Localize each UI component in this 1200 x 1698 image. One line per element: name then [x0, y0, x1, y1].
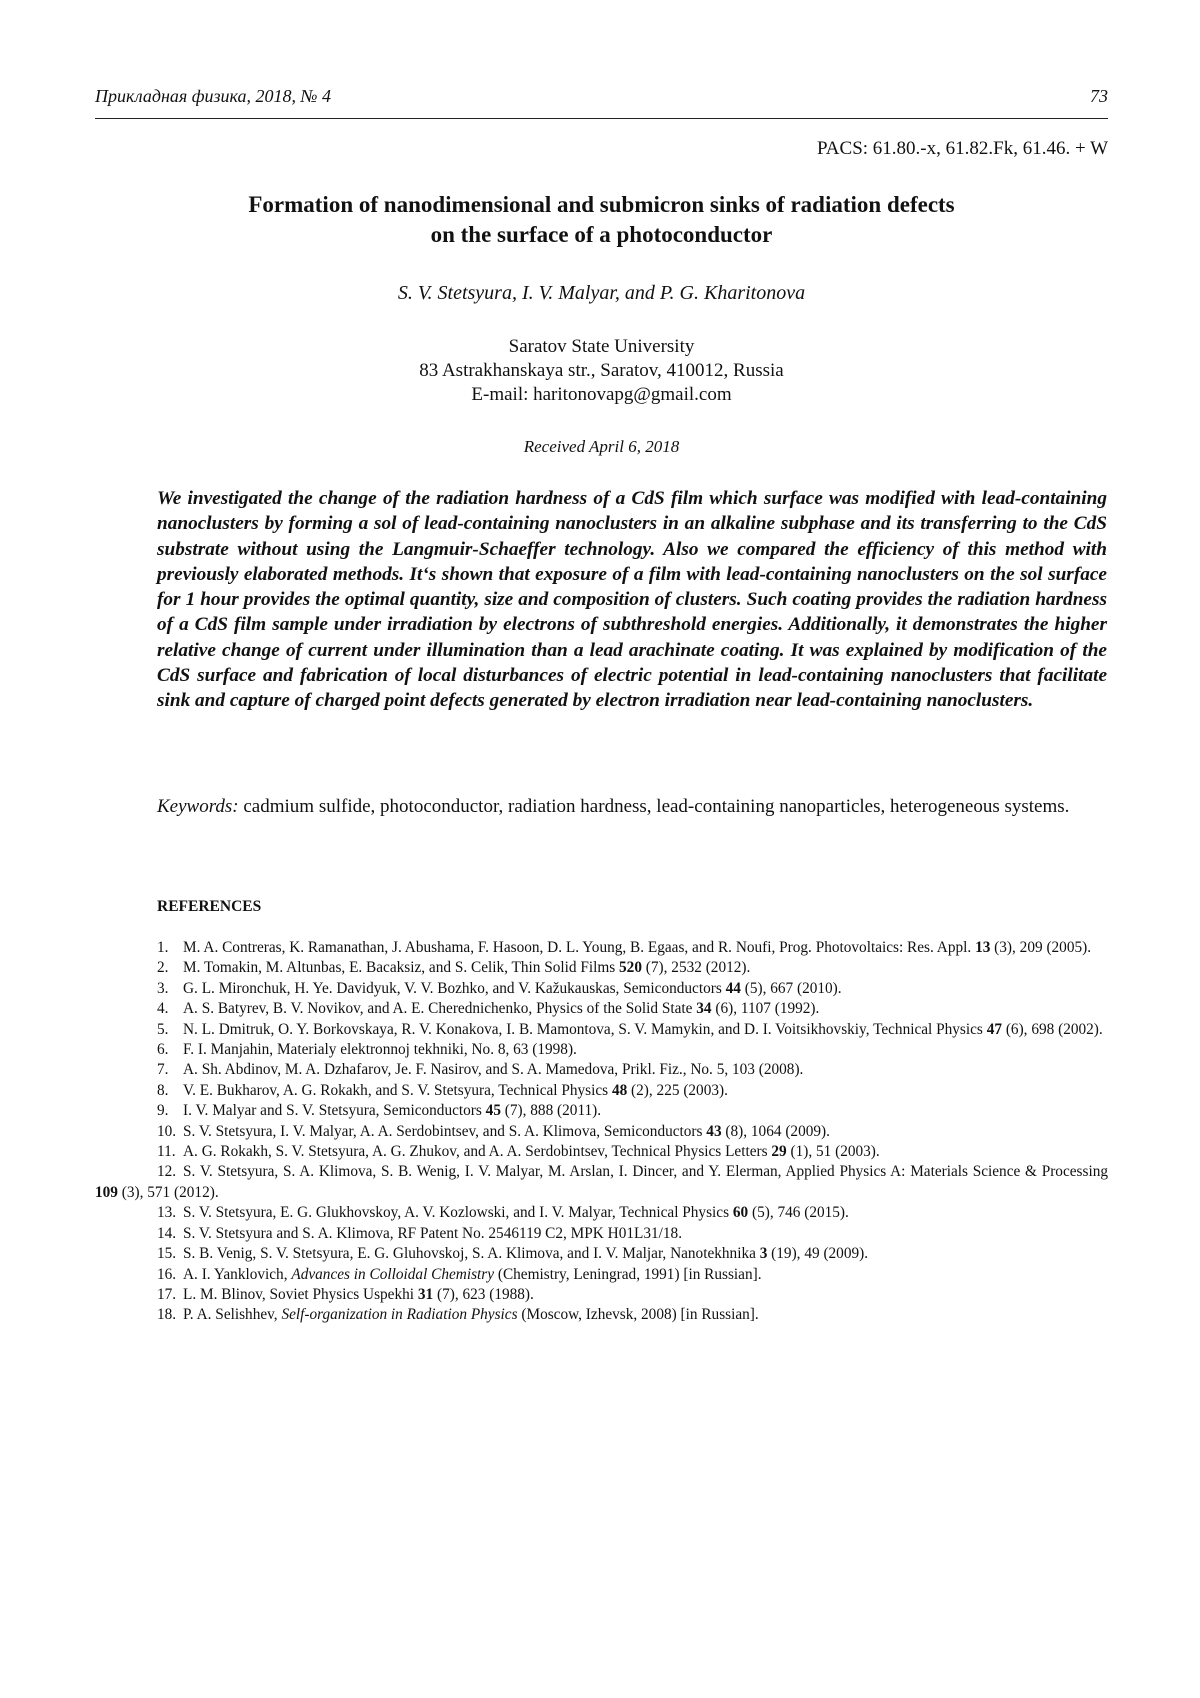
- reference-volume: 3: [760, 1245, 768, 1262]
- authors: S. V. Stetsyura, I. V. Malyar, and P. G. Kharitonova: [95, 282, 1108, 305]
- reference-text-end: (7), 623 (1988).: [433, 1286, 534, 1303]
- affiliation: [95, 335, 1108, 407]
- reference-number: 12.: [157, 1162, 183, 1182]
- keywords: [157, 794, 1107, 819]
- reference-item: [95, 1122, 1108, 1142]
- reference-number: 6.: [157, 1040, 183, 1060]
- affiliation-org: Saratov State University: [95, 335, 1108, 359]
- reference-number: 5.: [157, 1020, 183, 1040]
- reference-volume: 44: [726, 980, 741, 997]
- reference-item: [95, 1203, 1108, 1223]
- affiliation-address: 83 Astrakhanskaya str., Saratov, 410012, Russia: [95, 359, 1108, 383]
- reference-item: [95, 1081, 1108, 1101]
- reference-text-end: (Moscow, Izhevsk, 2008) [in Russian].: [518, 1306, 759, 1323]
- reference-text: S. B. Venig, S. V. Stetsyura, E. G. Gluhovskoj, S. A. Klimova, and I. V. Maljar, Nanotekhnika: [183, 1245, 760, 1262]
- reference-number: 16.: [157, 1265, 183, 1285]
- reference-item: [95, 1224, 1108, 1244]
- reference-text-end: (7), 2532 (2012).: [642, 959, 750, 976]
- reference-number: 2.: [157, 958, 183, 978]
- reference-text-end: (8), 1064 (2009).: [722, 1123, 830, 1140]
- reference-text: M. Tomakin, M. Altunbas, E. Bacaksiz, and S. Celik, Thin Solid Films: [183, 959, 619, 976]
- reference-item: [95, 1265, 1108, 1285]
- reference-text: V. E. Bukharov, A. G. Rokakh, and S. V. Stetsyura, Technical Physics: [183, 1082, 612, 1099]
- reference-volume: 520: [619, 959, 642, 976]
- header-rule: [95, 118, 1108, 119]
- keywords-label: Keywords:: [157, 796, 239, 817]
- reference-item: [95, 1020, 1108, 1040]
- reference-text: A. Sh. Abdinov, M. A. Dzhafarov, Je. F. Nasirov, and S. A. Mamedova, Prikl. Fiz., No. 5, 103 (2008).: [183, 1061, 803, 1078]
- reference-number: 1.: [157, 938, 183, 958]
- reference-text: S. V. Stetsyura, S. A. Klimova, S. B. Wenig, I. V. Malyar, M. Arslan, I. Dincer, and Y. Elerman, Applied Physics A: Materials Science & Processing: [183, 1163, 1108, 1180]
- references-heading: REFERENCES: [157, 898, 261, 916]
- reference-item: [95, 1244, 1108, 1264]
- reference-item: [95, 999, 1108, 1019]
- reference-number: 11.: [157, 1142, 183, 1162]
- reference-text: G. L. Mironchuk, H. Ye. Davidyuk, V. V. Bozhko, and V. Kažukauskas, Semiconductors: [183, 980, 726, 997]
- reference-number: 15.: [157, 1244, 183, 1264]
- page-number: 73: [1090, 86, 1108, 107]
- reference-item: [95, 979, 1108, 999]
- reference-number: 4.: [157, 999, 183, 1019]
- title-line-1: Formation of nanodimensional and submicron sinks of radiation defects: [95, 190, 1108, 220]
- reference-text-end: (2), 225 (2003).: [627, 1082, 728, 1099]
- reference-text-end: (3), 571 (2012).: [118, 1184, 219, 1201]
- reference-item: [95, 938, 1108, 958]
- reference-item: [95, 1285, 1108, 1305]
- reference-text: S. V. Stetsyura, E. G. Glukhovskoy, A. V. Kozlowski, and I. V. Malyar, Technical Physics: [183, 1204, 733, 1221]
- reference-volume: 45: [486, 1102, 501, 1119]
- paper-page: [0, 0, 1200, 1698]
- reference-text: A. I. Yanklovich,: [183, 1266, 291, 1283]
- reference-volume: 34: [696, 1000, 711, 1017]
- reference-number: 10.: [157, 1122, 183, 1142]
- received-date: Received April 6, 2018: [95, 437, 1108, 457]
- reference-text: F. I. Manjahin, Materialy elektronnoj tekhniki, No. 8, 63 (1998).: [183, 1041, 577, 1058]
- reference-text: N. L. Dmitruk, O. Y. Borkovskaya, R. V. Konakova, I. B. Mamontova, S. V. Mamykin, and D. I. Voitsikhovskiy, Technical Physics: [183, 1021, 987, 1038]
- reference-item: [95, 1162, 1108, 1203]
- reference-text-end: (7), 888 (2011).: [501, 1102, 601, 1119]
- reference-volume: 60: [733, 1204, 748, 1221]
- abstract: We investigated the change of the radiation hardness of a CdS film which surface was modified with lead-containing nanoclusters by forming a sol of lead-containing nanoclusters in an alkaline subphase and its transferring to the CdS substrate without using the Langmuir-Schaeffer technology. Also we compared the efficiency of this method with previously elaborated methods. It‘s shown that exposure of a film with lead-containing nanoclusters on the sol surface for 1 hour provides the optimal quantity, size and composition of clusters. Such coating provides the radiation hardness of a CdS film sample under irradiation by electrons of subthreshold energies. Additionally, it demonstrates the higher relative change of current under illumination than a lead arachinate coating. It was explained by modification of the CdS surface and fabrication of local disturbances of electric potential in lead-containing nanoclusters that facilitate sink and capture of charged point defects generated by electron irradiation near lead-containing nanoclusters.: [157, 486, 1107, 714]
- reference-text: I. V. Malyar and S. V. Stetsyura, Semiconductors: [183, 1102, 486, 1119]
- reference-volume: 109: [95, 1184, 118, 1201]
- reference-item: [95, 1305, 1108, 1325]
- reference-number: 8.: [157, 1081, 183, 1101]
- reference-text-end: (5), 667 (2010).: [741, 980, 842, 997]
- reference-text: A. S. Batyrev, B. V. Novikov, and A. E. Cherednichenko, Physics of the Solid State: [183, 1000, 696, 1017]
- references-list: [95, 938, 1108, 1326]
- reference-book-title: Advances in Colloidal Chemistry: [291, 1266, 494, 1283]
- reference-text-end: (3), 209 (2005).: [990, 939, 1091, 956]
- pacs-codes: PACS: 61.80.-x, 61.82.Fk, 61.46. + W: [817, 138, 1108, 160]
- reference-number: 14.: [157, 1224, 183, 1244]
- reference-item: [95, 1060, 1108, 1080]
- paper-title: [95, 190, 1108, 250]
- reference-volume: 31: [418, 1286, 433, 1303]
- reference-text-end: (6), 1107 (1992).: [712, 1000, 820, 1017]
- reference-book-title: Self-organization in Radiation Physics: [281, 1306, 517, 1323]
- reference-volume: 47: [987, 1021, 1002, 1038]
- reference-text: A. G. Rokakh, S. V. Stetsyura, A. G. Zhukov, and A. A. Serdobintsev, Technical Physics Letters: [183, 1143, 771, 1160]
- reference-text: L. M. Blinov, Soviet Physics Uspekhi: [183, 1286, 418, 1303]
- reference-volume: 29: [771, 1143, 786, 1160]
- reference-text-end: (Chemistry, Leningrad, 1991) [in Russian].: [494, 1266, 762, 1283]
- reference-text: S. V. Stetsyura and S. A. Klimova, RF Patent No. 2546119 C2, MPK H01L31/18.: [183, 1225, 682, 1242]
- reference-number: 3.: [157, 979, 183, 999]
- reference-text-end: (6), 698 (2002).: [1002, 1021, 1103, 1038]
- reference-text: M. A. Contreras, K. Ramanathan, J. Abushama, F. Hasoon, D. L. Young, B. Egaas, and R. Noufi, Prog. Photovoltaics: Res. Appl.: [183, 939, 975, 956]
- journal-name: Прикладная физика, 2018, № 4: [95, 86, 331, 107]
- reference-number: 9.: [157, 1101, 183, 1121]
- reference-number: 18.: [157, 1305, 183, 1325]
- reference-text-end: (5), 746 (2015).: [748, 1204, 849, 1221]
- reference-text-end: (19), 49 (2009).: [767, 1245, 868, 1262]
- reference-text: P. A. Selishhev,: [183, 1306, 281, 1323]
- reference-number: 7.: [157, 1060, 183, 1080]
- reference-item: [95, 1142, 1108, 1162]
- reference-item: [95, 1040, 1108, 1060]
- title-line-2: on the surface of a photoconductor: [95, 220, 1108, 250]
- reference-volume: 48: [612, 1082, 627, 1099]
- reference-text-end: (1), 51 (2003).: [787, 1143, 880, 1160]
- reference-text: S. V. Stetsyura, I. V. Malyar, A. A. Serdobintsev, and S. A. Klimova, Semiconductors: [183, 1123, 706, 1140]
- running-header: [95, 86, 1108, 107]
- reference-number: 17.: [157, 1285, 183, 1305]
- reference-volume: 13: [975, 939, 990, 956]
- reference-item: [95, 958, 1108, 978]
- reference-item: [95, 1101, 1108, 1121]
- keywords-text: cadmium sulfide, photoconductor, radiation hardness, lead-containing nanoparticles, heterogeneous systems.: [239, 796, 1070, 817]
- reference-number: 13.: [157, 1203, 183, 1223]
- reference-volume: 43: [706, 1123, 721, 1140]
- affiliation-email: E-mail: haritonovapg@gmail.com: [95, 383, 1108, 407]
